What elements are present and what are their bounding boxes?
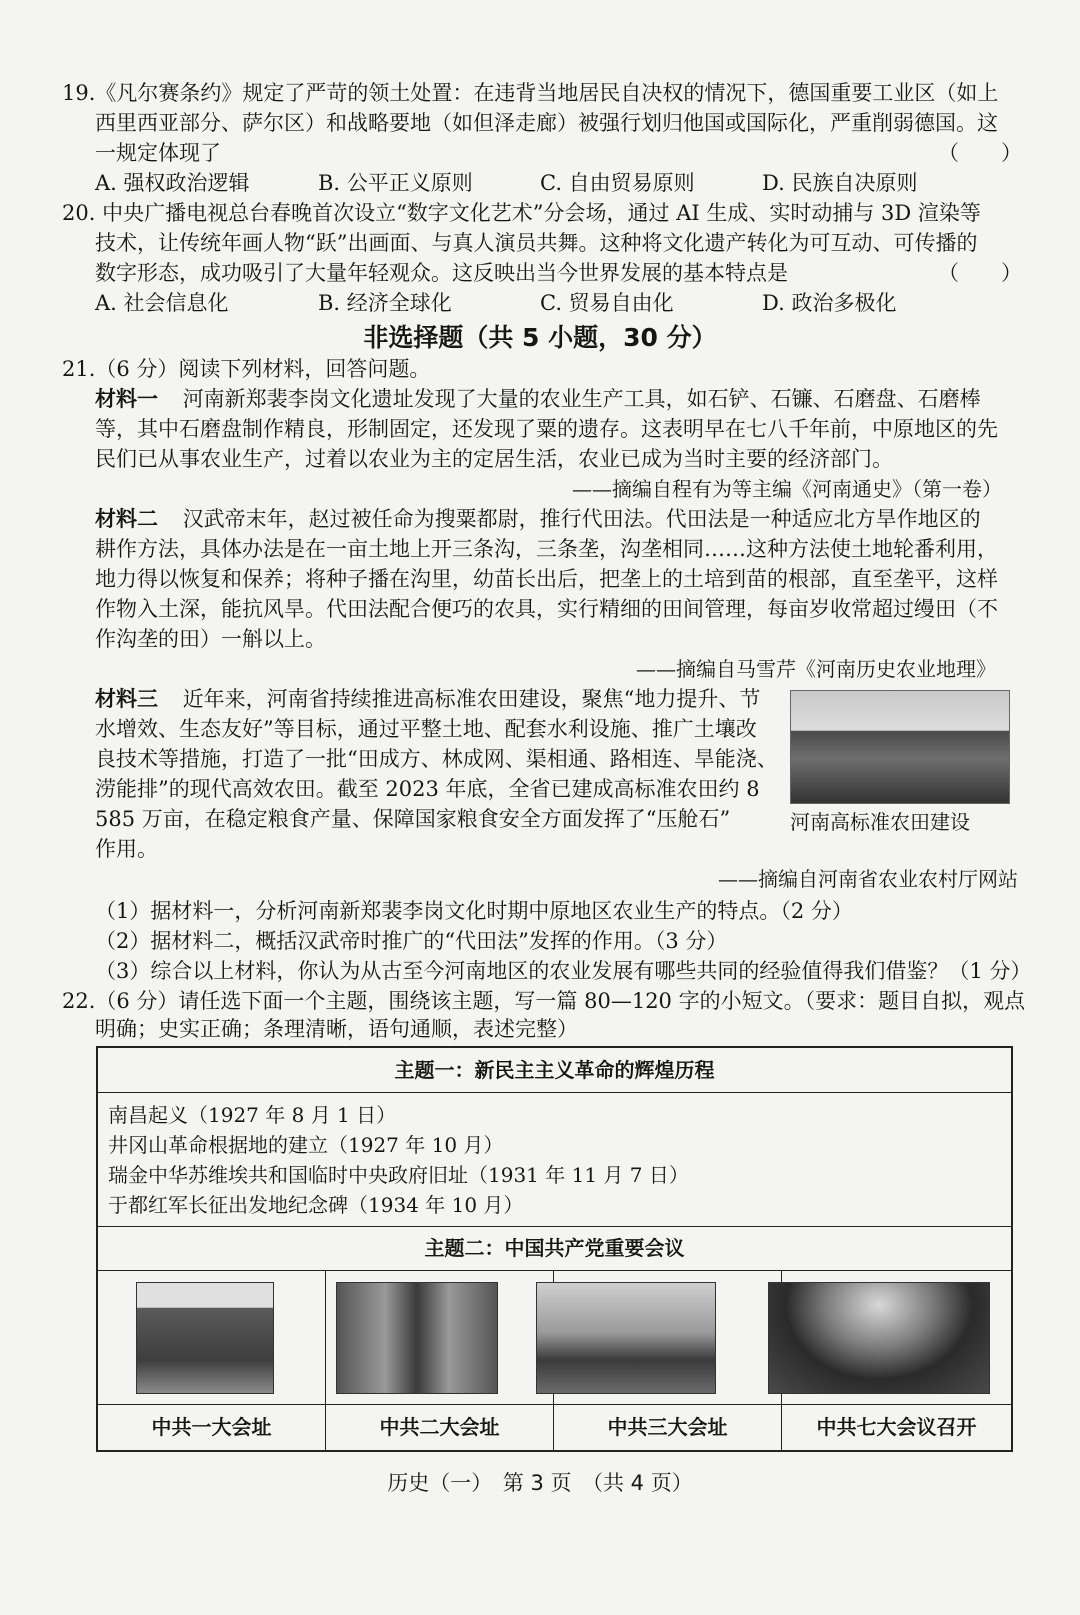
theme-1-body <box>98 1092 1011 1227</box>
q21-material-1-line-3: 民们已从事农业生产，过着以农业为主的定居生活，农业已成为当时主要的经济部门。 <box>95 447 893 471</box>
q21-material-2-line-2: 耕作方法，具体办法是在一亩土地上开三条沟，三条垄，沟垄相同……这种方法使土地轮番利用， <box>95 537 998 561</box>
q21-material-2-source: ——摘编自马雪芹《河南历史农业地理》 <box>636 657 996 681</box>
q20-line-2: 技术，让传统年画人物“跃”出画面、与真人演员共舞。这种将文化遗产转化为可互动、可传播的 <box>95 231 978 255</box>
material-3-label: 材料三 <box>95 687 158 711</box>
seventh-congress-photo <box>768 1282 990 1394</box>
q21-material-2-line-1 <box>95 504 981 534</box>
q19-option-c: C. 自由贸易原则 <box>540 171 695 195</box>
q21-sub-question-2: （2）据材料二，概括汉武帝时推广的“代田法”发挥的作用。（3 分） <box>95 929 728 953</box>
q20-answer-paren: （ ） <box>938 261 1022 285</box>
q21-material-1-line-2: 等，其中石磨盘制作精良，形制固定，还发现了粟的遗存。这表明早在七八千年前，中原地区的先 <box>95 417 998 441</box>
theme-1-item: 南昌起义（1927 年 8 月 1 日） <box>108 1103 397 1127</box>
photo-caption: 中共三大会址 <box>554 1404 782 1450</box>
second-congress-site-photo <box>336 1282 498 1394</box>
photo-caption: 中共一大会址 <box>98 1404 326 1450</box>
q21-material-3-line-3: 良技术等措施，打造了一批“田成方、林成网、渠相通、路相连、旱能浇、 <box>95 747 778 771</box>
q19-option-b: B. 公平正义原则 <box>318 171 473 195</box>
material-2-text: 汉武帝末年，赵过被任命为搜粟都尉，推行代田法。代田法是一种适应北方旱作地区的 <box>182 507 981 531</box>
theme-table <box>96 1046 1013 1452</box>
farmland-photo-caption: 河南高标准农田建设 <box>790 810 970 834</box>
q20-line-1: 20. 中央广播电视总台春晚首次设立“数字文化艺术”分会场，通过 AI 生成、实时动捕与 3D 渲染等 <box>62 201 981 225</box>
q20-line-3: 数字形态，成功吸引了大量年轻观众。这反映出当今世界发展的基本特点是 <box>95 261 788 285</box>
theme-2-captions-row <box>98 1404 1011 1450</box>
q19-option-d: D. 民族自决原则 <box>762 171 918 195</box>
theme-1-item: 瑞金中华苏维埃共和国临时中央政府旧址（1931 年 11 月 7 日） <box>108 1163 689 1187</box>
q19-line-1: 19.《凡尔赛条约》规定了严苛的领土处置：在违背当地居民自决权的情况下，德国重要工业区（如上 <box>62 81 999 105</box>
q20-option-d: D. 政治多极化 <box>762 291 897 315</box>
photo-cell <box>554 1270 782 1404</box>
theme-1-header: 主题一：新民主主义革命的辉煌历程 <box>98 1048 1011 1093</box>
photo-cell <box>98 1270 326 1404</box>
material-1-label: 材料一 <box>95 387 158 411</box>
page-footer: 历史（一） 第 3 页 （共 4 页） <box>387 1471 693 1495</box>
q20-option-a: A. 社会信息化 <box>95 291 229 315</box>
q21-sub-question-1: （1）据材料一，分析河南新郑裴李岗文化时期中原地区农业生产的特点。（2 分） <box>95 899 853 923</box>
material-3-text: 近年来，河南省持续推进高标准农田建设，聚焦“地力提升、节 <box>182 687 761 711</box>
q21-intro: 21.（6 分）阅读下列材料，回答问题。 <box>62 357 431 381</box>
photo-caption: 中共七大会议召开 <box>816 1415 977 1439</box>
theme-1-item: 井冈山革命根据地的建立（1927 年 10 月） <box>108 1133 504 1157</box>
photo-caption: 中共二大会址 <box>326 1404 554 1450</box>
q22-line-2: 明确；史实正确；条理清晰，语句通顺，表述完整） <box>95 1017 578 1041</box>
q22-line-1: 22.（6 分）请任选下面一个主题，围绕该主题，写一篇 80—120 字的小短文。（要求：题目自拟，观点 <box>62 989 1026 1013</box>
q19-line-2: 西里西亚部分、萨尔区）和战略要地（如但泽走廊）被强行划归他国或国际化，严重削弱德国。这 <box>95 111 998 135</box>
photo-cell <box>326 1270 554 1404</box>
q21-material-1-line-1 <box>95 384 981 414</box>
theme-1-item: 于都红军长征出发地纪念碑（1934 年 10 月） <box>108 1193 524 1217</box>
q20-option-c: C. 贸易自由化 <box>540 291 674 315</box>
material-2-label: 材料二 <box>95 507 158 531</box>
third-congress-site-photo <box>536 1282 716 1394</box>
q21-material-1-source: ——摘编自程有为等主编《河南通史》（第一卷） <box>572 477 1002 501</box>
q21-material-3-source: ——摘编自河南省农业农村厅网站 <box>718 867 1018 891</box>
q21-material-2-line-4: 作物入土深，能抗风旱。代田法配合便巧的农具，实行精细的田间管理，每亩岁收常超过缦田（不 <box>95 597 998 621</box>
q21-material-2-line-3: 地力得以恢复和保养；将种子播在沟里，幼苗长出后，把垄上的土培到苗的根部，直至垄平，这样 <box>95 567 998 591</box>
q20-option-b: B. 经济全球化 <box>318 291 452 315</box>
q19-answer-paren: （ ） <box>938 141 1022 165</box>
photo-cell <box>782 1270 1011 1404</box>
q21-material-2-line-5: 作沟垄的田）一斛以上。 <box>95 627 326 651</box>
q19-option-a: A. 强权政治逻辑 <box>95 171 250 195</box>
theme-2-header: 主题二：中国共产党重要会议 <box>98 1226 1011 1271</box>
q21-material-3-line-2: 水增效、生态友好”等目标，通过平整土地、配套水利设施、推广土壤改 <box>95 717 757 741</box>
q19-line-3: 一规定体现了 <box>95 141 221 165</box>
section-title: 非选择题（共 5 小题，30 分） <box>363 323 717 352</box>
q21-material-3-line-1 <box>95 684 760 714</box>
theme-2-photos-row <box>98 1270 1011 1405</box>
first-congress-site-photo <box>136 1282 274 1394</box>
material-1-text: 河南新郑裴李岗文化遗址发现了大量的农业生产工具，如石铲、石镰、石磨盘、石磨棒 <box>182 387 981 411</box>
farmland-photo <box>790 690 1010 804</box>
q21-material-3-line-6: 作用。 <box>95 837 158 861</box>
q21-sub-question-3: （3）综合以上材料，你认为从古至今河南地区的农业发展有哪些共同的经验值得我们借鉴？（1 分） <box>95 959 1032 983</box>
q21-material-3-line-4: 涝能排”的现代高效农田。截至 2023 年底，全省已建成高标准农田约 8 <box>95 777 760 801</box>
q21-material-3-line-5: 585 万亩，在稳定粮食产量、保障国家粮食安全方面发挥了“压舱石” <box>95 807 731 831</box>
